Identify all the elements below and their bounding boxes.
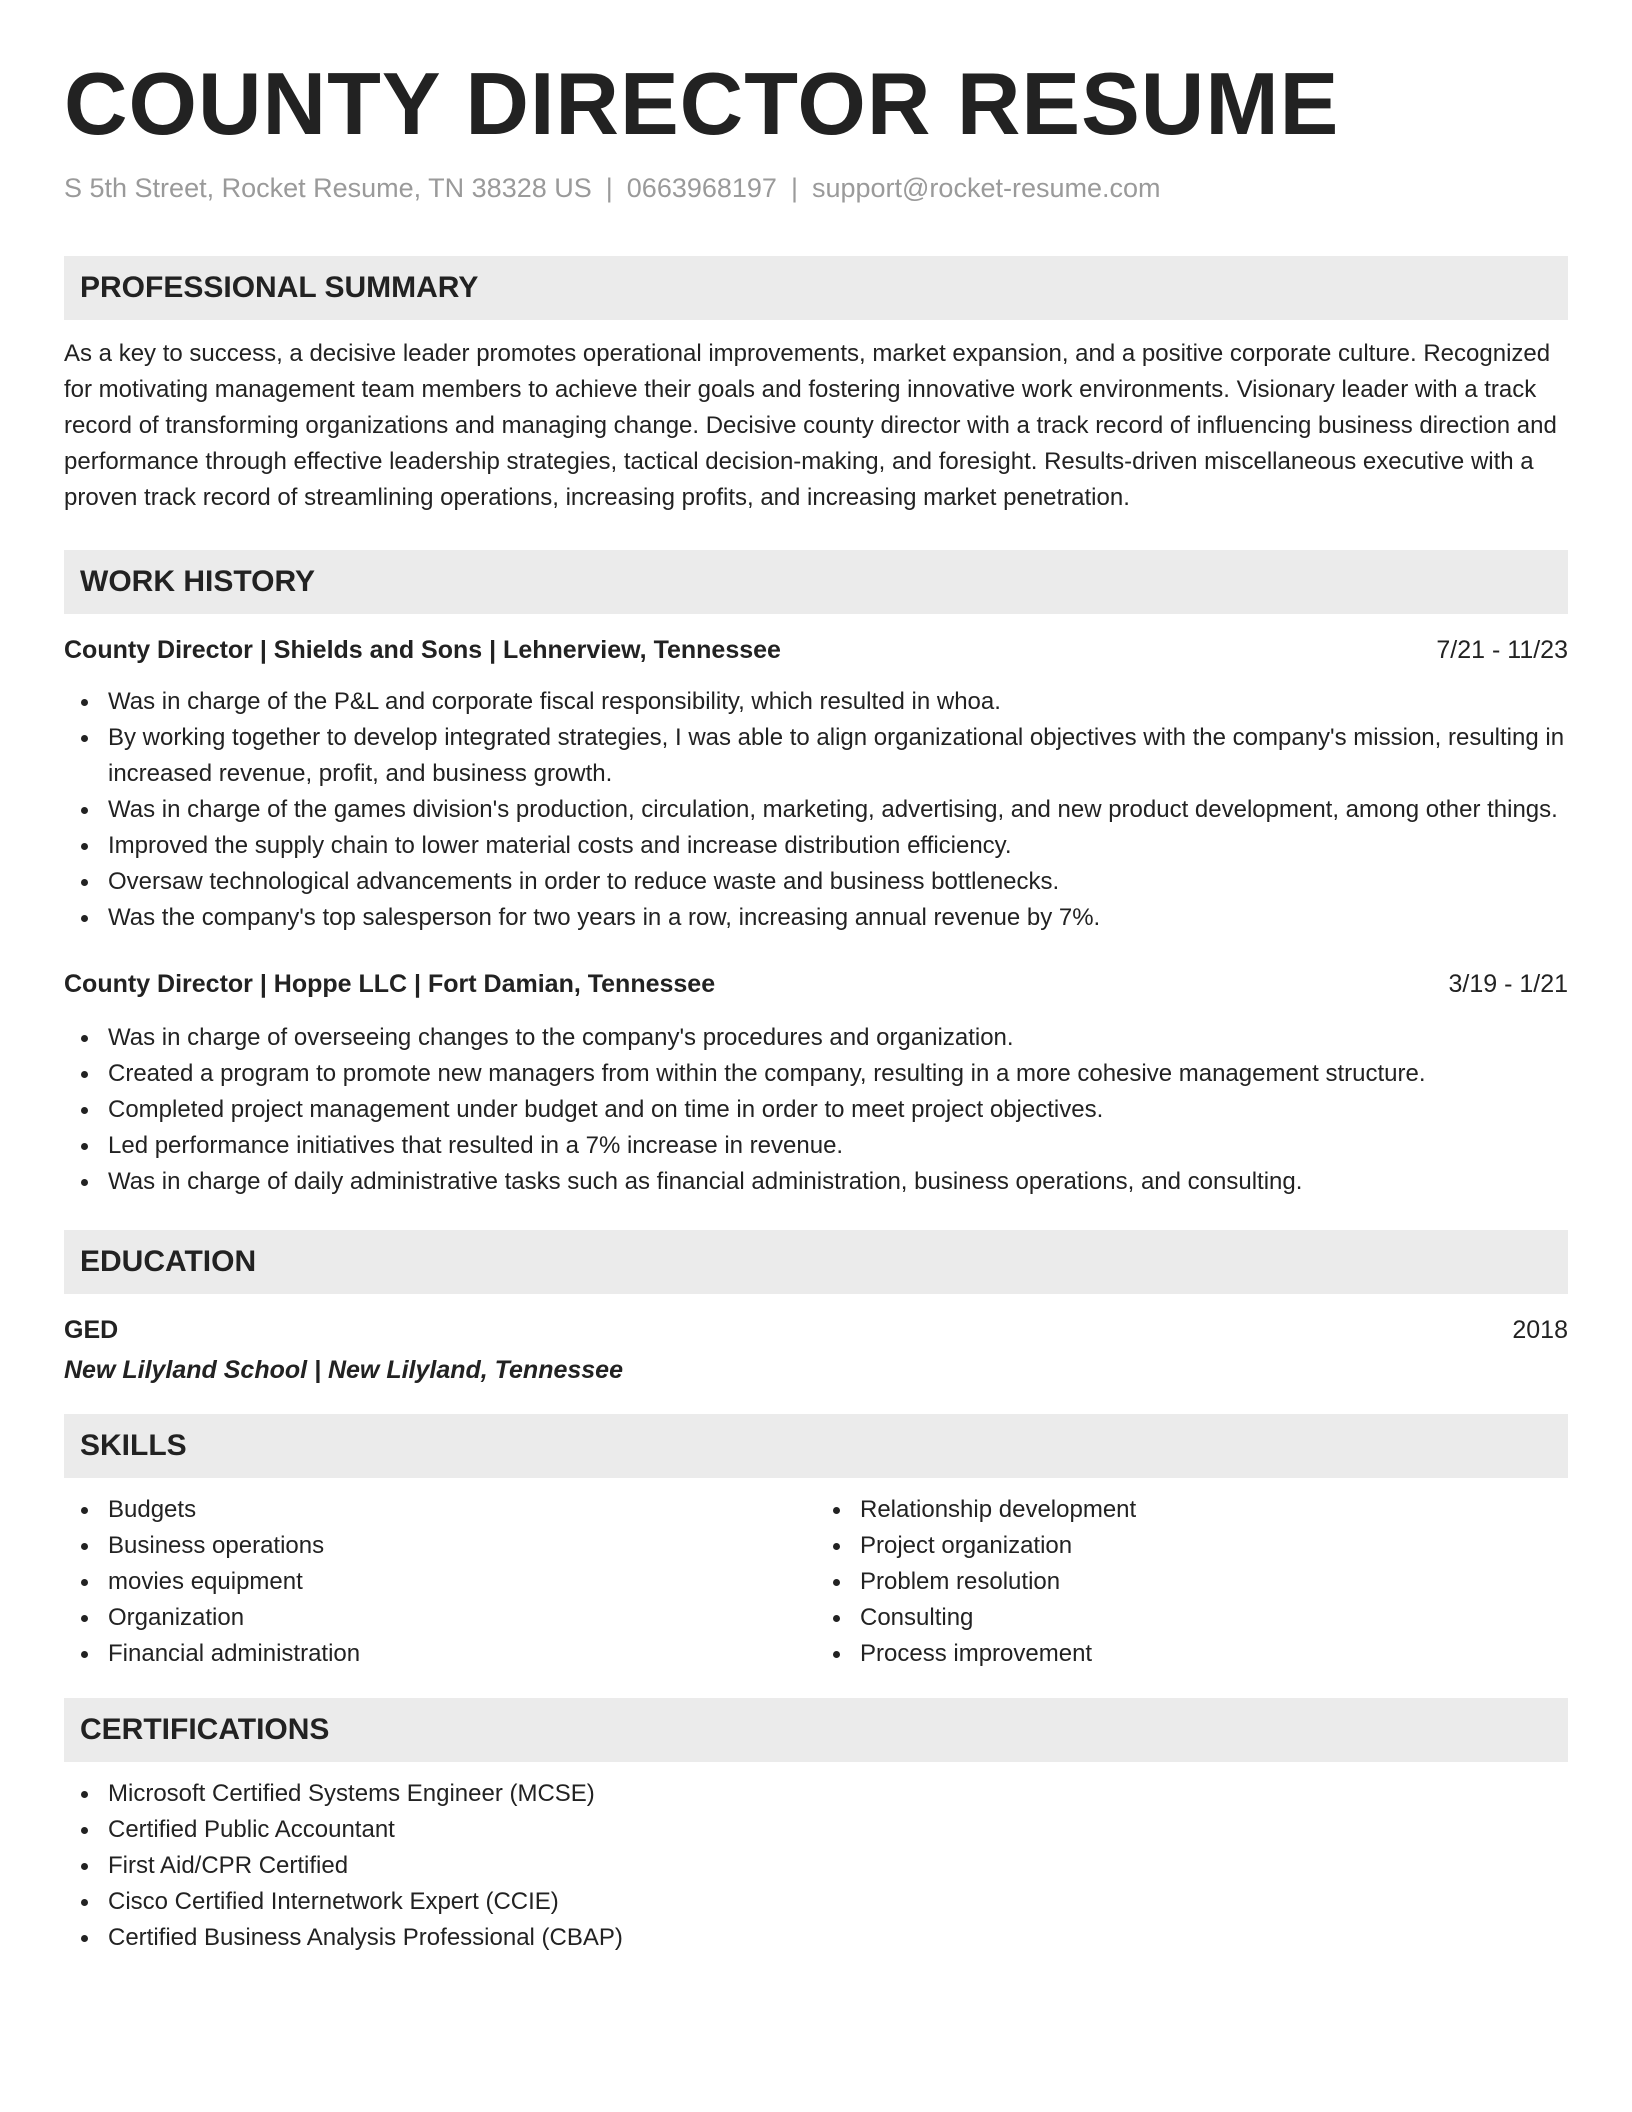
job-entry [64, 966, 1568, 1200]
contact-separator: | [790, 172, 798, 203]
skill-item: Consulting [816, 1600, 1568, 1636]
skills-list [64, 1492, 816, 1672]
job-bullet: By working together to develop integrated strategies, I was able to align organizational objectives with the company's mission, resulting in increased revenue, profit, and business growth. [64, 720, 1568, 792]
section-header-work-history: WORK HISTORY [64, 550, 1568, 614]
education-school: New Lilyland School | New Lilyland, Tennessee [64, 1355, 623, 1384]
certification-item: Certified Public Accountant [64, 1812, 1568, 1848]
education-degree: GED [64, 1315, 119, 1344]
contact-separator: | [605, 172, 613, 203]
contact-phone: 0663968197 [626, 172, 777, 203]
skill-item: Project organization [816, 1528, 1568, 1564]
job-bullet: Was the company's top salesperson for two years in a row, increasing annual revenue by 7%. [64, 900, 1568, 936]
job-bullet: Completed project management under budget and on time in order to meet project objectives. [64, 1092, 1568, 1128]
skill-item: Financial administration [64, 1636, 816, 1672]
job-heading-row [64, 966, 1568, 1002]
skills-column-right [816, 1492, 1568, 1672]
certification-item: First Aid/CPR Certified [64, 1848, 1568, 1884]
section-header-education: EDUCATION [64, 1230, 1568, 1294]
skills-column-left [64, 1492, 816, 1672]
job-bullets [64, 684, 1568, 936]
skill-item: Relationship development [816, 1492, 1568, 1528]
skills-grid [64, 1492, 1568, 1672]
skill-item: Business operations [64, 1528, 816, 1564]
certification-item: Microsoft Certified Systems Engineer (MCSE) [64, 1776, 1568, 1812]
job-bullets [64, 1020, 1568, 1200]
job-title: County Director | Shields and Sons | Lehnerview, Tennessee [64, 635, 781, 664]
resume-title: COUNTY DIRECTOR RESUME [64, 54, 1340, 153]
contact-email: support@rocket-resume.com [811, 172, 1161, 203]
summary-text: As a key to success, a decisive leader promotes operational improvements, market expansion, and a positive corporate culture. Recognized for motivating management team members to achieve their goals and fostering innovative work environments. Visionary leader with a track record of transforming organizations and managing change. Decisive county director with a track record of influencing business direction and performance through effective leadership strategies, tactical decision-making, and foresight. Results-driven miscellaneous executive with a proven track record of streamlining operations, increasing profits, and increasing market penetration. [64, 339, 1557, 511]
skill-item: Problem resolution [816, 1564, 1568, 1600]
job-bullet: Led performance initiatives that resulted in a 7% increase in revenue. [64, 1128, 1568, 1164]
certification-item: Cisco Certified Internetwork Expert (CCIE) [64, 1884, 1568, 1920]
contact-address: S 5th Street, Rocket Resume, TN 38328 US [64, 172, 592, 203]
job-bullet: Improved the supply chain to lower material costs and increase distribution efficiency. [64, 828, 1568, 864]
job-entry [64, 632, 1568, 936]
section-header-skills: SKILLS [64, 1414, 1568, 1478]
skill-item: movies equipment [64, 1564, 816, 1600]
job-bullet: Created a program to promote new managers from within the company, resulting in a more cohesive management structure. [64, 1056, 1568, 1092]
job-heading-row [64, 632, 1568, 668]
skills-list [816, 1492, 1568, 1672]
skill-item: Budgets [64, 1492, 816, 1528]
skill-item: Organization [64, 1600, 816, 1636]
contact-line [64, 171, 1568, 206]
job-bullet: Was in charge of overseeing changes to the company's procedures and organization. [64, 1020, 1568, 1056]
job-bullet: Oversaw technological advancements in order to reduce waste and business bottlenecks. [64, 864, 1568, 900]
job-title: County Director | Hoppe LLC | Fort Damian, Tennessee [64, 969, 716, 998]
section-header-certifications: CERTIFICATIONS [64, 1698, 1568, 1762]
job-dates: 7/21 - 11/23 [1436, 635, 1568, 664]
job-dates: 3/19 - 1/21 [1448, 969, 1568, 998]
certifications-list [64, 1776, 1568, 1956]
job-bullet: Was in charge of daily administrative tasks such as financial administration, business operations, and consulting. [64, 1164, 1568, 1200]
certification-item: Certified Business Analysis Professional (CBAP) [64, 1920, 1568, 1956]
skill-item: Process improvement [816, 1636, 1568, 1672]
education-year: 2018 [1512, 1315, 1568, 1344]
education-row [64, 1312, 1568, 1348]
section-header-summary: PROFESSIONAL SUMMARY [64, 256, 1568, 320]
job-bullet: Was in charge of the P&L and corporate fiscal responsibility, which resulted in whoa. [64, 684, 1568, 720]
job-bullet: Was in charge of the games division's production, circulation, marketing, advertising, and new product development, among other things. [64, 792, 1568, 828]
